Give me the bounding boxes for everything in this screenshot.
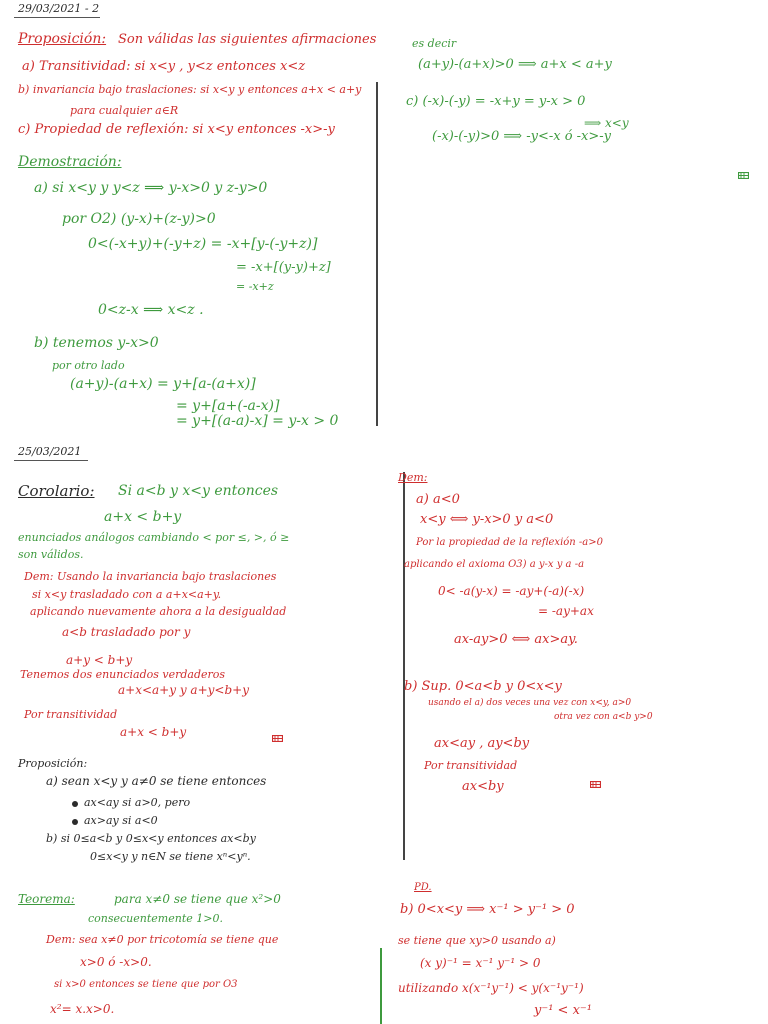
bullet-1 xyxy=(72,801,78,807)
dem2-heading: Dem: xyxy=(398,471,428,484)
corolario-stmt2: a+x < b+y xyxy=(104,509,182,525)
proof-b4: = y+[a+(-a-x)] xyxy=(176,398,280,414)
prop2-bullet2: ax>ay si a<0 xyxy=(84,814,158,827)
proof-b2: por otro lado xyxy=(52,359,125,372)
dem2-e1: b) Sup. 0<a<b y 0<x<y xyxy=(404,679,562,694)
proof-a1: a) si x<y y y<z ⟹ y-x>0 y z-y>0 xyxy=(34,180,268,196)
dem2-d1: a) a<0 xyxy=(416,492,460,507)
proof-a3: 0<(-x+y)+(-y+z) = -x+[y-(-y+z)] xyxy=(88,236,318,252)
prop2-a: a) sean x<y y a≠0 se tiene entonces xyxy=(46,774,267,788)
proof-a6: 0<z-x ⟹ x<z . xyxy=(98,302,204,318)
dem2-d3: Por la propiedad de la reflexión -a>0 xyxy=(416,537,603,548)
prop2-bullet1: ax<ay si a>0, pero xyxy=(84,796,191,809)
dem2-d2: x<y ⟺ y-x>0 y a<0 xyxy=(420,512,554,527)
teorema-t4: x>0 ó -x>0. xyxy=(80,955,152,969)
divider-2 xyxy=(403,472,405,860)
pd-f1: b) 0<x<y ⟹ x⁻¹ > y⁻¹ > 0 xyxy=(400,902,575,917)
date-underline-2 xyxy=(14,460,88,461)
item-c: c) Propiedad de reflexión: si x<y entonces -x>-y xyxy=(18,122,335,137)
prop2-b1: b) si 0≤a<b y 0≤x<y entonces ax<by xyxy=(46,832,256,845)
right1-c1: c) (-x)-(-y) = -x+y = y-x > 0 xyxy=(406,94,586,109)
dem2-e4: ax<ay , ay<by xyxy=(434,736,530,751)
cor-dem8: Por transitividad xyxy=(24,708,118,721)
dem2-e3: otra vez con a<b y>0 xyxy=(554,712,653,722)
dem2-d4: aplicando el axioma O3) a y-x y a -a xyxy=(404,559,585,570)
cor-dem1: Dem: Usando la invariancia bajo traslaciones xyxy=(24,570,277,583)
cor-dem5: a+y < b+y xyxy=(66,653,133,667)
proof-b3: (a+y)-(a+x) = y+[a-(a+x)] xyxy=(70,376,256,392)
section1-intro: Son válidas las siguientes afirmaciones xyxy=(118,32,377,47)
corolario-title: Corolario: xyxy=(18,482,95,500)
right1-r2: (a+y)-(a+x)>0 ⟹ a+x < a+y xyxy=(418,57,612,72)
proof-a5: = -x+z xyxy=(236,280,274,293)
item-b1: b) invariancia bajo traslaciones: si x<y y entonces a+x < a+y xyxy=(18,83,362,96)
divider-3 xyxy=(380,948,382,1024)
right1-c3: (-x)-(-y)>0 ⟹ -y<-x ó -x>-y xyxy=(432,129,612,144)
cor-dem6: Tenemos dos enunciados verdaderos xyxy=(20,668,226,681)
right1-c2: ⟹ x<y xyxy=(584,116,629,130)
bullet-2 xyxy=(72,819,78,825)
divider-1 xyxy=(376,82,378,426)
item-a: a) Transitividad: si x<y , y<z entonces x<z xyxy=(22,59,306,74)
dem2-e2: usando el a) dos veces una vez con x<y, a>0 xyxy=(428,698,632,708)
pd-f3: (x y)⁻¹ = x⁻¹ y⁻¹ > 0 xyxy=(420,956,541,970)
right1-r1: es decir xyxy=(412,37,457,50)
teorema-t1: para x≠0 se tiene que x²>0 xyxy=(114,892,281,906)
teorema-t3: Dem: sea x≠0 por tricotomía se tiene que xyxy=(46,933,279,946)
teorema-t2: consecuentemente 1>0. xyxy=(88,912,223,925)
proof-heading: Demostración: xyxy=(18,154,122,170)
teorema-t5: si x>0 entonces se tiene que por O3 xyxy=(54,979,238,990)
prop2-title: Proposición: xyxy=(18,757,88,770)
cor-dem2: si x<y trasladado con a a+x<a+y. xyxy=(32,588,222,601)
cor-dem3: aplicando nuevamente ahora a la desigualdad xyxy=(30,605,287,618)
proof-b1: b) tenemos y-x>0 xyxy=(34,335,159,351)
pd-f5: y⁻¹ < x⁻¹ xyxy=(534,1003,592,1018)
qed-mark-icon xyxy=(272,735,283,742)
pd-f4: utilizando x(x⁻¹y⁻¹) < y(x⁻¹y⁻¹) xyxy=(398,981,584,995)
dem2-d5: 0< -a(y-x) = -ay+(-a)(-x) xyxy=(438,584,585,598)
corolario-stmt: Si a<b y x<y entonces xyxy=(118,483,279,499)
date-underline-1 xyxy=(14,17,100,18)
dem2-d6: = -ay+ax xyxy=(538,604,594,618)
teorema-t6: x²= x.x>0. xyxy=(50,1002,115,1016)
corolario-stmt4: son válidos. xyxy=(18,548,84,561)
cor-dem4: a<b trasladado por y xyxy=(62,625,191,639)
cor-dem7: a+x<a+y y a+y<b+y xyxy=(118,683,249,697)
date-1: 29/03/2021 - 2 xyxy=(18,2,100,15)
item-b2: para cualquier a∈R xyxy=(70,104,179,117)
teorema-title: Teorema: xyxy=(18,892,75,906)
cor-dem9: a+x < b+y xyxy=(120,725,187,739)
dem2-e6: ax<by xyxy=(462,779,504,794)
qed-mark-icon xyxy=(590,781,601,788)
pd-label: PD. xyxy=(414,882,432,893)
dem2-d7: ax-ay>0 ⟺ ax>ay. xyxy=(454,632,578,647)
pd-f2: se tiene que xy>0 usando a) xyxy=(398,934,556,947)
corolario-stmt3: enunciados análogos cambiando < por ≤, >, ó ≥ xyxy=(18,531,290,544)
qed-mark-icon xyxy=(738,172,749,179)
proof-b5: = y+[(a-a)-x] = y-x > 0 xyxy=(176,413,339,429)
prop2-b2: 0≤x<y y n∈N se tiene xⁿ<yⁿ. xyxy=(90,850,251,863)
proof-a2: por O2) (y-x)+(z-y)>0 xyxy=(62,211,216,227)
proof-a4: = -x+[(y-y)+z] xyxy=(236,260,331,275)
section1-title: Proposición: xyxy=(18,31,107,47)
date-2: 25/03/2021 xyxy=(18,445,82,458)
dem2-e5: Por transitividad xyxy=(424,759,518,772)
